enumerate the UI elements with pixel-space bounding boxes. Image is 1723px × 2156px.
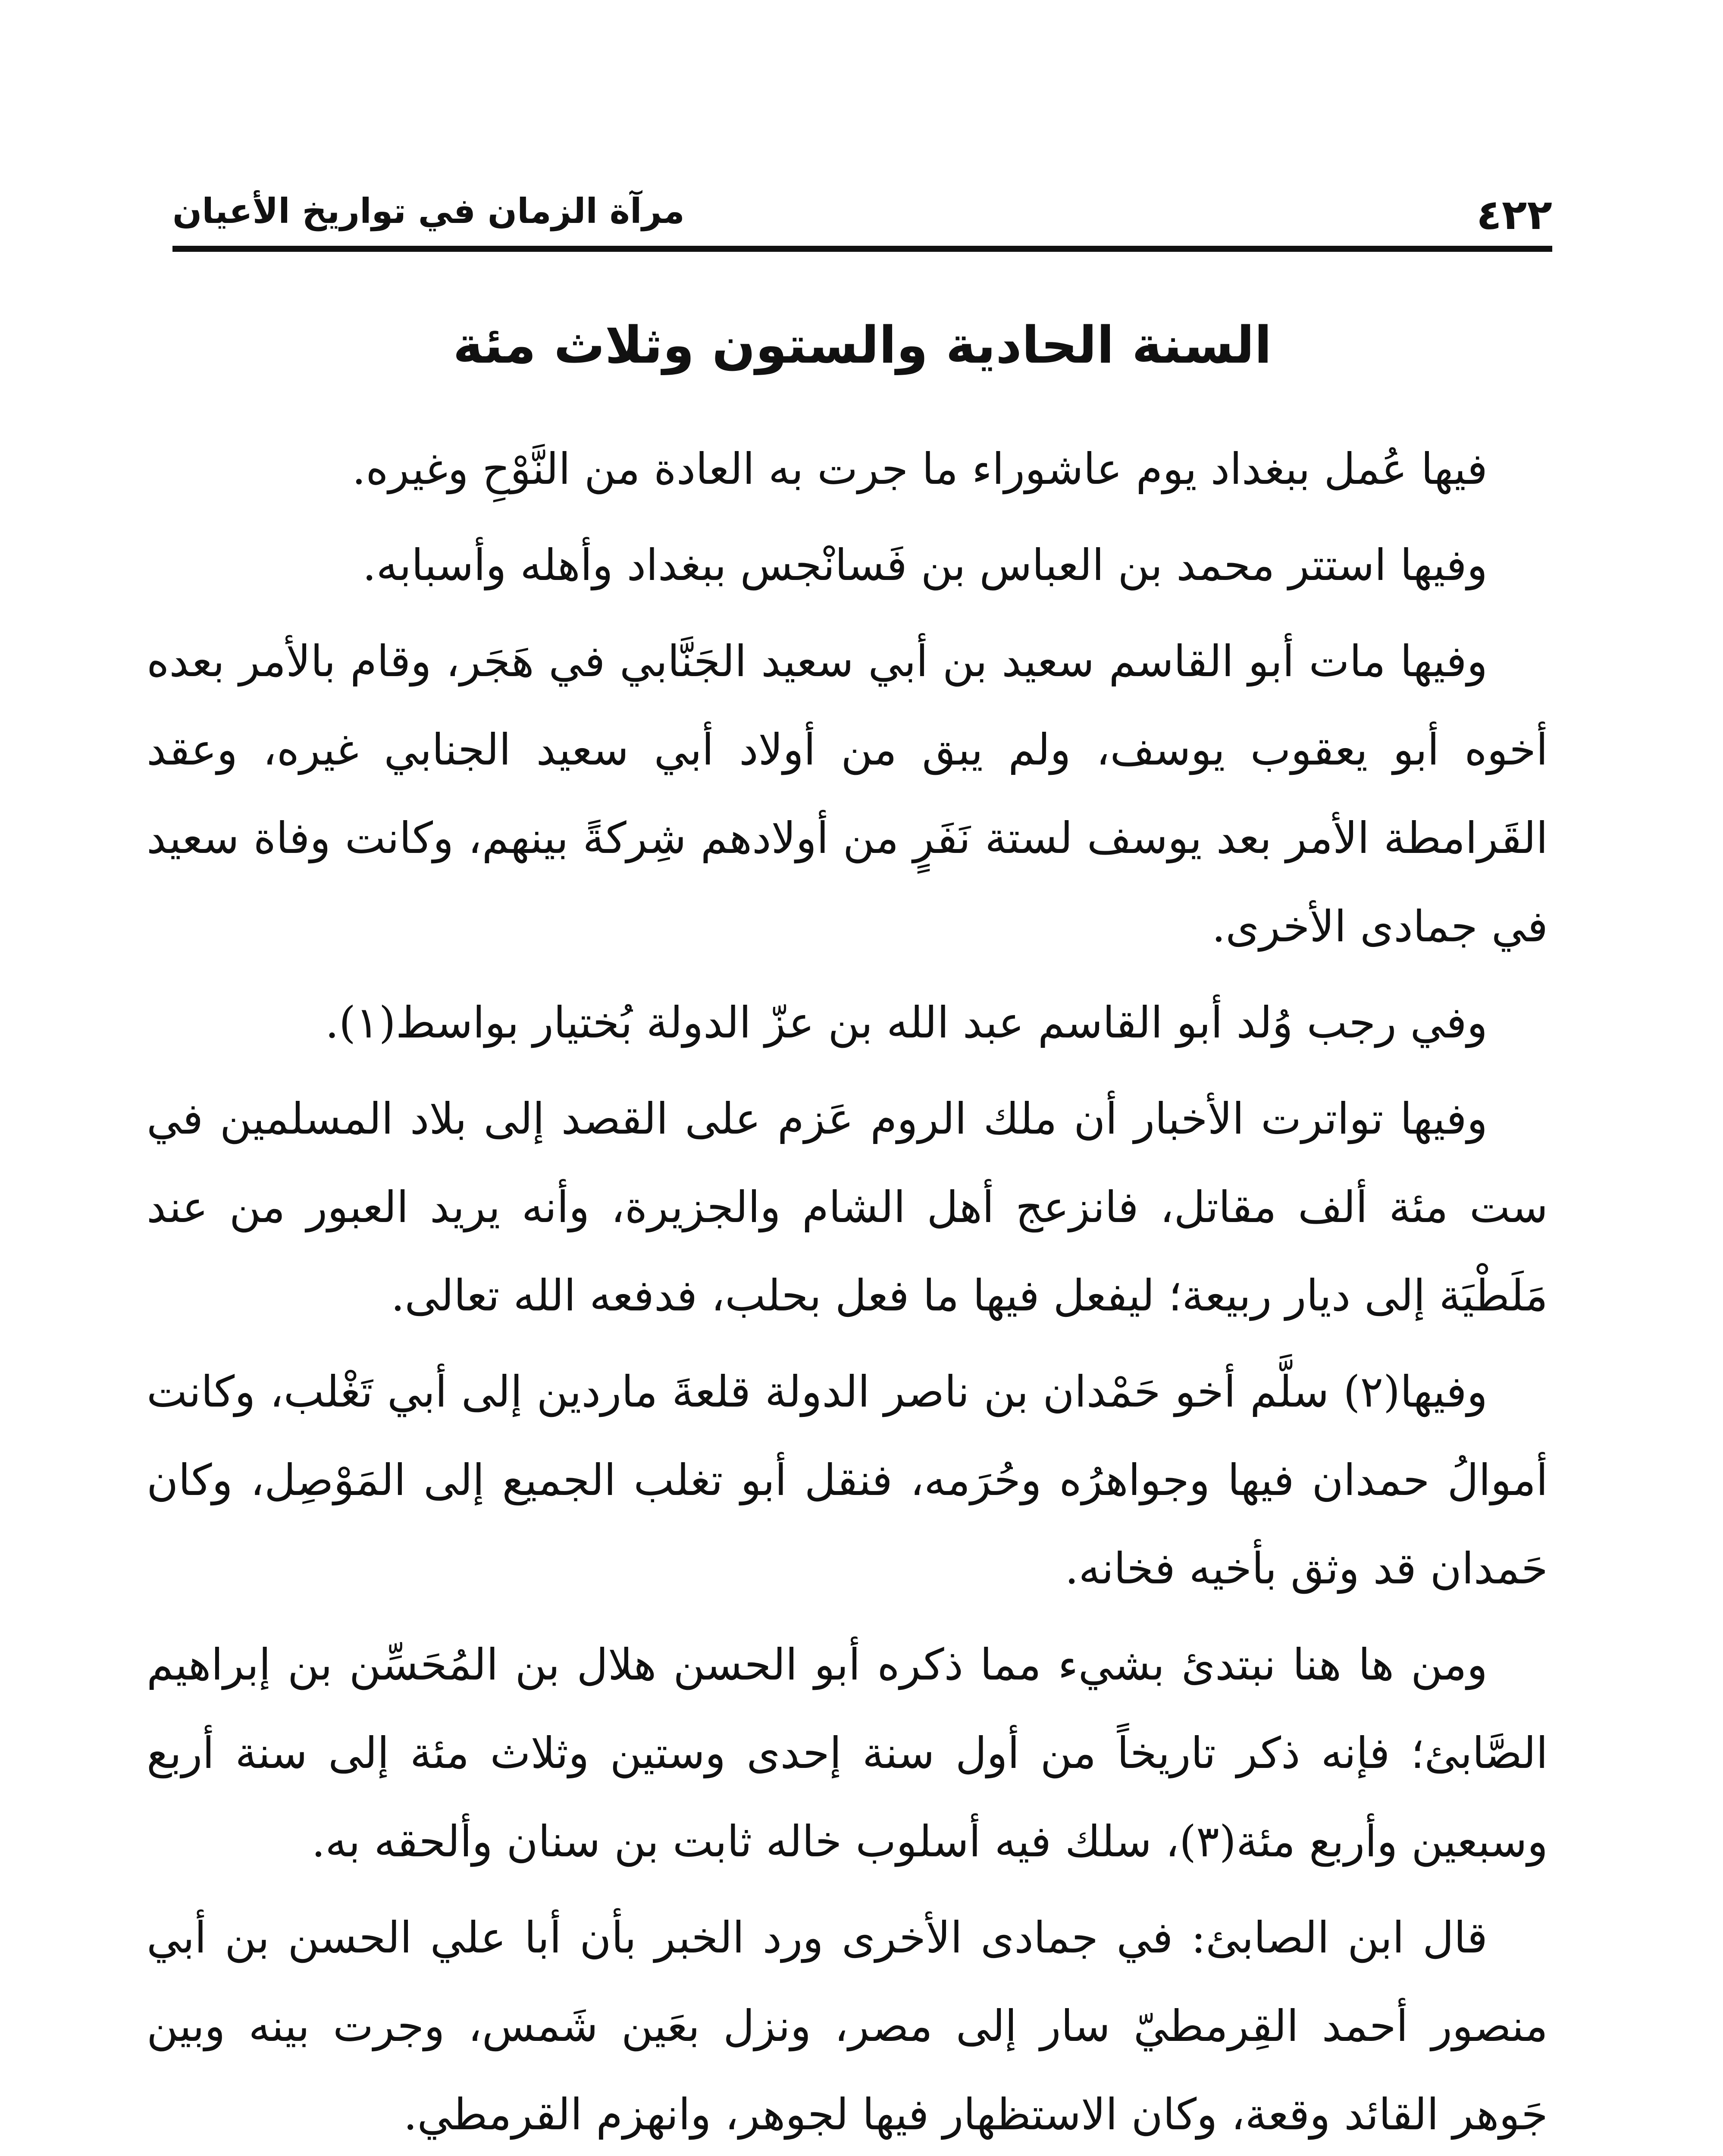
paragraph: وفيها تواترت الأخبار أن ملك الروم عَزم على القصد إلى بلاد المسلمين في ست مئة ألف مقاتل، فانزعج أهل الشام والجزيرة، وأنه يريد العبور من عند مَلَطْيَة إلى ديار ربيعة؛ ليفعل فيها ما فعل بحلب، فدفعه الله تعالى. (147, 1094, 1548, 1321)
paragraph: ومن ها هنا نبتدئ بشيء مما ذكره أبو الحسن هلال بن المُحَسِّن بن إبراهيم الصَّابئ؛ فإنه ذكر تاريخاً من أول سنة إحدى وستين وثلاث مئة إلى سنة أربع وسبعين وأربع مئة(٣)، سلك فيه أسلوب خاله ثابت بن سنان وألحقه به. (147, 1639, 1548, 1867)
body-text (147, 425, 1548, 2156)
book-title: مرآة الزمان في تواريخ الأعيان (172, 191, 685, 231)
paragraph: قال ابن الصابئ: في جمادى الأخرى ورد الخبر بأن أبا علي الحسن بن أبي منصور أحمد القِرمطيّ سار إلى مصر، ونزل بعَين شَمس، وجرت بينه وبين جَوهر القائد وقعة، وكان الاستظهار فيها لجوهر، وانهزم القرمطي. (147, 1912, 1548, 2140)
running-header (172, 164, 1552, 241)
paragraph: وفيها مات أبو القاسم سعيد بن أبي سعيد الجَنَّابي في هَجَر، وقام بالأمر بعده أخوه أبو يعقوب يوسف، ولم يبق من أولاد أبي سعيد الجنابي غيره، وعقد القَرامطة الأمر بعد يوسف لستة نَفَرٍ من أولادهم شِركةً بينهم، وكانت وفاة سعيد في جمادى الأخرى. (147, 636, 1548, 952)
header-divider (172, 246, 1552, 252)
paragraph: وفيها(٢) سلَّم أخو حَمْدان بن ناصر الدولة قلعةَ ماردين إلى أبي تَغْلب، وكانت أموالُ حمدان فيها وجواهرُه وحُرَمه، فنقل أبو تغلب الجميع إلى المَوْصِل، وكان حَمدان قد وثق بأخيه فخانه. (147, 1366, 1548, 1594)
paragraph: وفي رجب وُلد أبو القاسم عبد الله بن عزّ الدولة بُختيار بواسط(١). (325, 997, 1488, 1048)
paragraph: وفيها استتر محمد بن العباس بن فَسانْجس ببغداد وأهله وأسبابه. (362, 540, 1488, 590)
chapter-title: السنة الحادية والستون وثلاث مئة (453, 315, 1272, 375)
page-number: ٤٢٢ (1476, 191, 1552, 239)
paragraph: فيها عُمل ببغداد يوم عاشوراء ما جرت به العادة من النَّوْحِ وغيره. (352, 444, 1488, 494)
